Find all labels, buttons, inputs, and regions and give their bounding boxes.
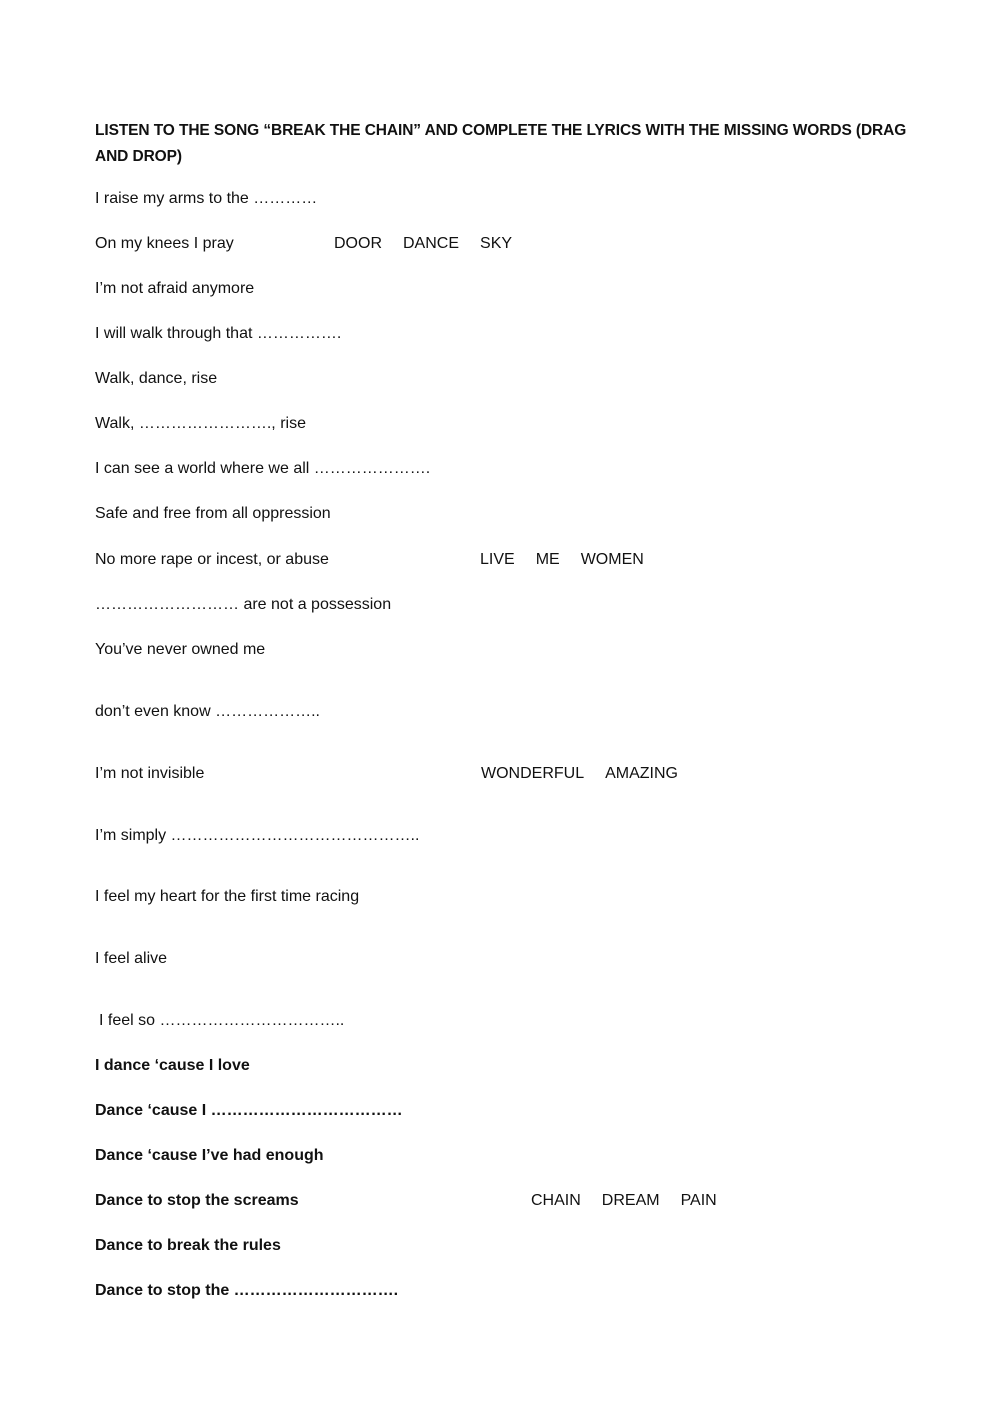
drag-word[interactable]: DOOR xyxy=(334,235,382,252)
drag-word[interactable]: SKY xyxy=(480,235,513,252)
lyric-line-9: No more rape or incest, or abuse xyxy=(95,551,329,568)
lyric-line-17: I feel so …………………………….. xyxy=(99,1012,345,1029)
lyric-line-11: You’ve never owned me xyxy=(95,641,266,658)
lyric-line-4: I will walk through that ……………. xyxy=(95,325,342,342)
drag-word[interactable]: WOMEN xyxy=(580,551,644,568)
drag-word[interactable]: CHAIN xyxy=(531,1192,581,1209)
lyric-line-1: I raise my arms to the ………… xyxy=(95,190,318,207)
drag-word[interactable]: ME xyxy=(535,551,560,568)
drag-word[interactable]: AMAZING xyxy=(605,765,678,782)
word-bank-2 xyxy=(480,550,644,570)
lyric-line-16: I feel alive xyxy=(95,950,168,967)
lyric-line-13: I’m not invisible xyxy=(95,765,205,782)
lyric-line-19: Dance ‘cause I ……………………………… xyxy=(95,1102,403,1119)
word-bank-1 xyxy=(334,234,512,254)
drag-word[interactable]: PAIN xyxy=(680,1192,717,1209)
lyric-line-8: Safe and free from all oppression xyxy=(95,505,331,522)
lyric-line-21: Dance to stop the screams xyxy=(95,1192,299,1209)
lyric-line-23: Dance to stop the …………………………. xyxy=(95,1282,399,1299)
lyric-line-14: I’m simply ……………………………………….. xyxy=(95,827,420,844)
lyric-line-22: Dance to break the rules xyxy=(95,1237,281,1254)
drag-word[interactable]: LIVE xyxy=(480,551,515,568)
drag-word[interactable]: DREAM xyxy=(601,1192,660,1209)
lyric-line-12: don’t even know ……………….. xyxy=(95,703,320,720)
lyric-line-15: I feel my heart for the first time racing xyxy=(95,888,360,905)
instructions-title: LISTEN TO THE SONG “BREAK THE CHAIN” AND COMPLETE THE LYRICS WITH THE MISSING WORDS (DRAG AND DROP) xyxy=(95,122,907,165)
lyric-line-20: Dance ‘cause I’ve had enough xyxy=(95,1147,324,1164)
lyric-line-7: I can see a world where we all …………………. xyxy=(95,460,431,477)
lyric-line-6: Walk, ……………………., rise xyxy=(95,415,306,432)
drag-word[interactable]: DANCE xyxy=(403,235,460,252)
lyric-line-5: Walk, dance, rise xyxy=(95,370,218,387)
lyric-line-18: I dance ‘cause I love xyxy=(95,1057,250,1074)
word-bank-4 xyxy=(531,1191,717,1211)
lyric-line-3: I’m not afraid anymore xyxy=(95,280,255,297)
word-bank-3 xyxy=(481,764,678,784)
lyric-line-10: ……………………… are not a possession xyxy=(95,596,392,613)
lyric-line-2: On my knees I pray xyxy=(95,235,234,252)
drag-word[interactable]: WONDERFUL xyxy=(481,765,585,782)
